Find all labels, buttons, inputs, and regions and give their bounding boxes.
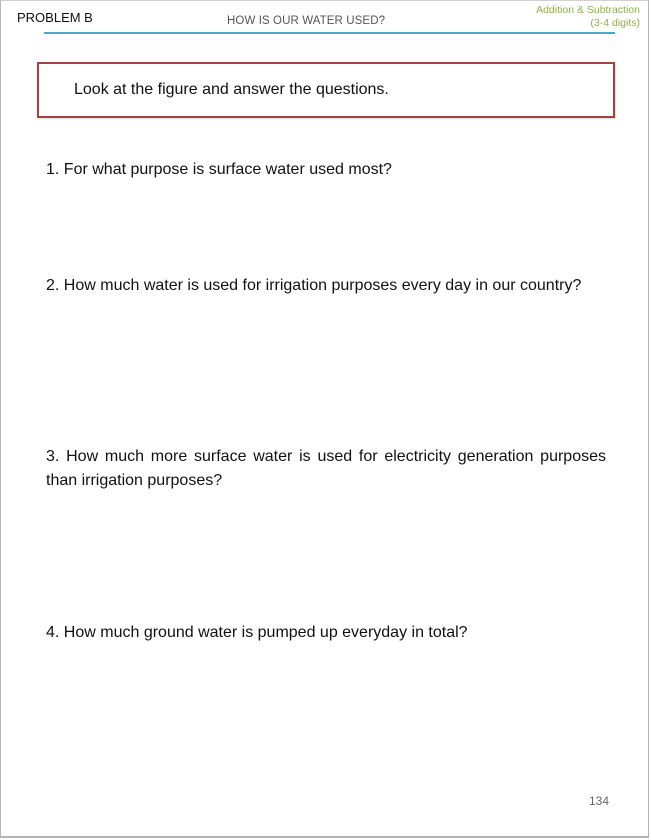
topic-label xyxy=(536,4,640,30)
question-4: 4. How much ground water is pumped up everyday in total? xyxy=(46,624,468,641)
topic-line-1: Addition & Subtraction xyxy=(536,4,640,16)
header-divider xyxy=(44,32,615,34)
question-2: 2. How much water is used for irrigation purposes every day in our country? xyxy=(46,277,582,294)
problem-label: PROBLEM B xyxy=(17,10,93,25)
instruction-text: Look at the figure and answer the questions. xyxy=(74,81,389,98)
question-1: 1. For what purpose is surface water used most? xyxy=(46,161,392,178)
question-3: 3. How much more surface water is used for electricity generation purposes than irrigation purposes? xyxy=(46,448,606,489)
page-number: 134 xyxy=(589,794,610,808)
topic-line-2: (3-4 digits) xyxy=(590,17,640,29)
worksheet-title: HOW IS OUR WATER USED? xyxy=(227,15,386,27)
instruction-box xyxy=(37,62,615,118)
